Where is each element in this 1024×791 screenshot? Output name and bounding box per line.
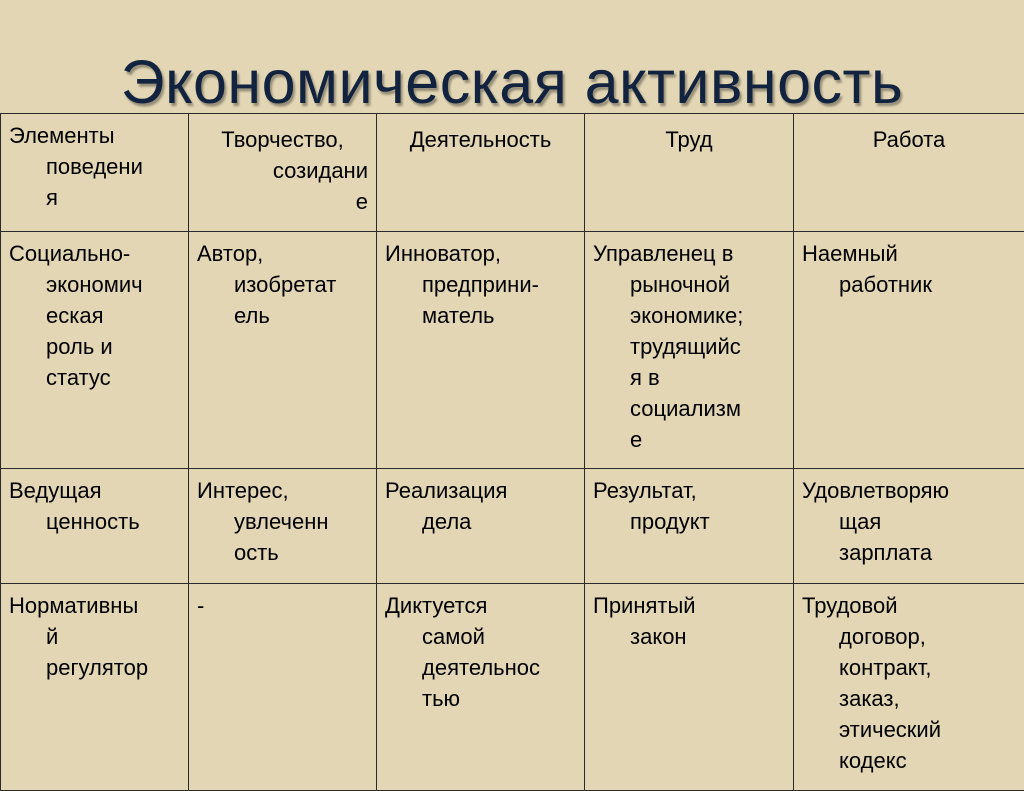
header-line: созидани [197,155,368,186]
cell-line: самой [385,621,576,652]
cell-line: Автор, [197,238,368,269]
header-text [385,124,576,155]
activity-table [0,113,1024,791]
cell-line: этический [802,714,1016,745]
header-line: Деятельность [385,124,576,155]
table-cell [1,232,189,469]
header-line: поведени [9,151,180,182]
cell-line: экономич [9,269,180,300]
header-cell [794,114,1024,232]
cell-line: роль и [9,331,180,362]
table-cell [794,469,1024,584]
cell-line: ценность [9,506,180,537]
header-text [593,124,785,155]
header-cell [377,114,585,232]
table-cell [377,469,585,584]
header-line: Труд [593,124,785,155]
cell-line: е [593,424,785,455]
slide-title: Экономическая активность [0,42,1024,122]
cell-line: Социально- [9,238,180,269]
table-cell [1,584,189,791]
cell-line: увлеченн [197,506,368,537]
cell-line: работник [802,269,1016,300]
cell-line: Реализация [385,475,576,506]
cell-line: заказ, [802,683,1016,714]
table-cell [585,584,794,791]
cell-line: я в [593,362,785,393]
table-cell [585,469,794,584]
table-cell [794,584,1024,791]
table-row [1,469,1024,584]
cell-line: зарплата [802,537,1016,568]
header-line: Творчество, [197,124,368,155]
cell-line: Результат, [593,475,785,506]
cell-line: матель [385,300,576,331]
cell-line: щая [802,506,1016,537]
cell-line: предприни- [385,269,576,300]
cell-line: еская [9,300,180,331]
cell-line: социализм [593,393,785,424]
table-row [1,232,1024,469]
header-text [802,124,1016,155]
table-cell [377,232,585,469]
cell-line: й [9,621,180,652]
table-row [1,584,1024,791]
cell-line: - [197,590,368,621]
cell-line: ость [197,537,368,568]
cell-line: Диктуется [385,590,576,621]
table-cell [585,232,794,469]
cell-line: трудящийс [593,331,785,362]
header-line: Работа [802,124,1016,155]
table-cell [794,232,1024,469]
cell-line: продукт [593,506,785,537]
cell-line: Удовлетворяю [802,475,1016,506]
cell-line: Ведущая [9,475,180,506]
header-line: я [9,182,180,213]
cell-line: изобретат [197,269,368,300]
cell-line: тью [385,683,576,714]
header-cell [585,114,794,232]
cell-line: Принятый [593,590,785,621]
cell-line: ель [197,300,368,331]
cell-line: Инноватор, [385,238,576,269]
header-line: е [197,186,368,217]
header-cell [189,114,377,232]
header-text [197,124,368,217]
cell-line: закон [593,621,785,652]
table-cell [189,232,377,469]
table-cell [189,584,377,791]
cell-line: Интерес, [197,475,368,506]
header-row [1,114,1024,232]
cell-line: Нормативны [9,590,180,621]
cell-line: деятельнос [385,652,576,683]
header-line: Элементы [9,120,180,151]
table-cell [377,584,585,791]
table-cell [1,469,189,584]
cell-line: экономике; [593,300,785,331]
cell-line: контракт, [802,652,1016,683]
cell-line: Управленец в [593,238,785,269]
cell-line: договор, [802,621,1016,652]
cell-line: кодекс [802,745,1016,776]
cell-line: статус [9,362,180,393]
cell-line: дела [385,506,576,537]
cell-line: рыночной [593,269,785,300]
header-cell [1,114,189,232]
cell-line: Трудовой [802,590,1016,621]
table-cell [189,469,377,584]
cell-line: регулятор [9,652,180,683]
cell-line: Наемный [802,238,1016,269]
header-text [9,120,180,213]
